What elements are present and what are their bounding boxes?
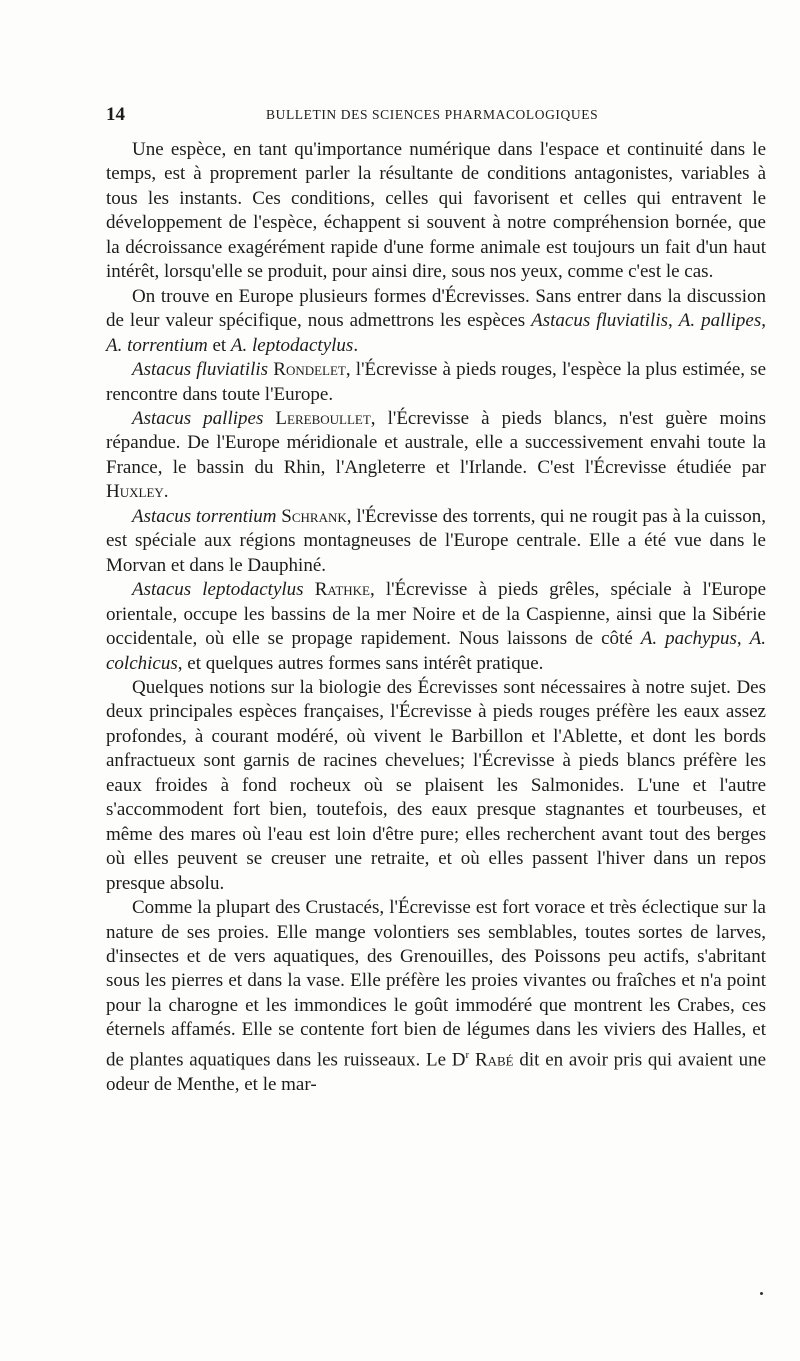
author-name: Rabé [474, 1049, 514, 1071]
doctor-abbrev-sup: r [465, 1048, 470, 1061]
text: dit en avoir pris qui avaient une odeur de Menthe, et le mar- [106, 1049, 767, 1095]
body-text [106, 138, 766, 1097]
paragraph-species-decline: Une espèce, en tant qu'importance numérique dans l'espace et continuité dans le temps, est à proprement parler la résultante de conditions antagonistes, variables à tous les instants. Ces conditions, celles qui favorisent et celles qui entravent le développement de l'espèce, échappent si souvent à notre compréhension bornée, que la décroissance exagérément rapide d'une forme animale est toujours un fait d'un haut intérêt, lorsqu'elle se produit, pour ainsi dire, sous nos yeux, comme c'est le cas. [106, 139, 766, 283]
species-name: A. colchicus [106, 628, 766, 674]
author-name: Lereboullet [275, 407, 371, 429]
running-title: BULLETIN DES SCIENCES PHARMACOLOGIQUES [266, 107, 599, 122]
text: , l'Écrevisse des torrents, qui ne rougit pas à la cuisson, est spéciale aux régions montagneuses de l'Europe centrale. Elle a été vue dans le Morvan et dans le Dauphiné. [106, 505, 766, 576]
species-name: A. pallipes [678, 310, 762, 332]
species-name: A. leptodactylus [230, 334, 354, 356]
text: , [736, 628, 750, 650]
paragraph-european-forms [106, 285, 766, 358]
text: , [668, 310, 679, 332]
species-name: Astacus fluviatilis [132, 359, 269, 381]
text: On trouve en Europe plusieurs formes d'Écrevisses. Sans entrer dans la discussion de leur valeur spécifique, nous admettrons les espèces [106, 285, 766, 332]
paragraph-diet [106, 896, 766, 1097]
text: , l'Écrevisse à pieds grêles, spéciale à l'Europe orientale, occupe les bassins de la mer Noire et de la Caspienne, ainsi que la Sibérie occidentale, où elle se propage rapidement. Nous laissons de côté [106, 579, 767, 650]
paragraph-astacus-torrentium [106, 505, 766, 578]
paragraph-astacus-leptodactylus [106, 578, 766, 676]
text: et [207, 334, 231, 356]
species-name: A. torrentium [106, 334, 208, 356]
text: , l'Écrevisse à pieds blancs, n'est guère moins répandue. De l'Europe méridionale et australe, elle a successivement envahi toute la France, le bassin du Rhin, l'Angleterre et l'Irlande. C'est l'Écrevisse étudiée par [106, 407, 767, 478]
species-name: Astacus torrentium [132, 505, 277, 527]
doctor-abbrev: D [451, 1049, 466, 1071]
author-name: Rathke [314, 579, 370, 601]
species-name: A. pachypus [640, 628, 737, 650]
paragraph-astacus-pallipes [106, 407, 766, 505]
text: Comme la plupart des Crustacés, l'Écrevisse est fort vorace et très éclectique sur la nature de ses proies. Elle mange volontiers ses semblables, toutes sortes de larves, d'insectes et de vers aquatiques, des Grenouilles, des Poissons peu actifs, s'abritant sous les pierres et dans la vase. Elle préfère les proies vivantes ou fraîches et n'a point pour la charogne et les immondices le goût immodéré que montrent les Crabes, ces éternels affamés. Elle se contente fort bien de légumes dans les viviers des Halles, et de plantes aquatiques dans les ruisseaux. Le [106, 897, 766, 1071]
species-name: Astacus pallipes [132, 407, 264, 429]
running-head [106, 104, 766, 134]
text: . [353, 334, 359, 356]
page [106, 104, 766, 1097]
page-number: 14 [106, 104, 125, 125]
author-name: Schrank [281, 505, 347, 527]
author-name: Rondelet [273, 359, 346, 381]
text: , et quelques autres formes sans intérêt pratique. [177, 652, 544, 674]
paragraph-biology: Quelques notions sur la biologie des Écrevisses sont nécessaires à notre sujet. Des deux principales espèces françaises, l'Écrevisse à pieds rouges préfère les eaux assez profondes, à courant modéré, où vivent le Barbillon et l'Ablette, et dont les bords anfractueux sont garnis de racines chevelues; l'Écrevisse à pieds blancs préfère les eaux froides à fond rocheux où se plaisent les Salmonides. L'une et l'autre s'accommodent fort bien, toutefois, des eaux presque stagnantes et tourbeuses, et même des mares où l'eau est loin d'être pure; elles recherchent avant tout des berges où elles peuvent se creuser une retraite, et où elles passent l'hiver dans un repos presque absolu. [106, 676, 766, 894]
author-name: Huxley [106, 481, 164, 503]
text: . [163, 481, 169, 503]
text: , [761, 310, 767, 332]
text: , l'Écrevisse à pieds rouges, l'espèce la plus estimée, se rencontre dans toute l'Europe. [106, 359, 767, 405]
species-name: Astacus fluviatilis [531, 310, 668, 332]
species-name: Astacus leptodactylus [132, 579, 304, 601]
scan-speck [760, 1292, 763, 1295]
paragraph-astacus-fluviatilis [106, 358, 766, 407]
